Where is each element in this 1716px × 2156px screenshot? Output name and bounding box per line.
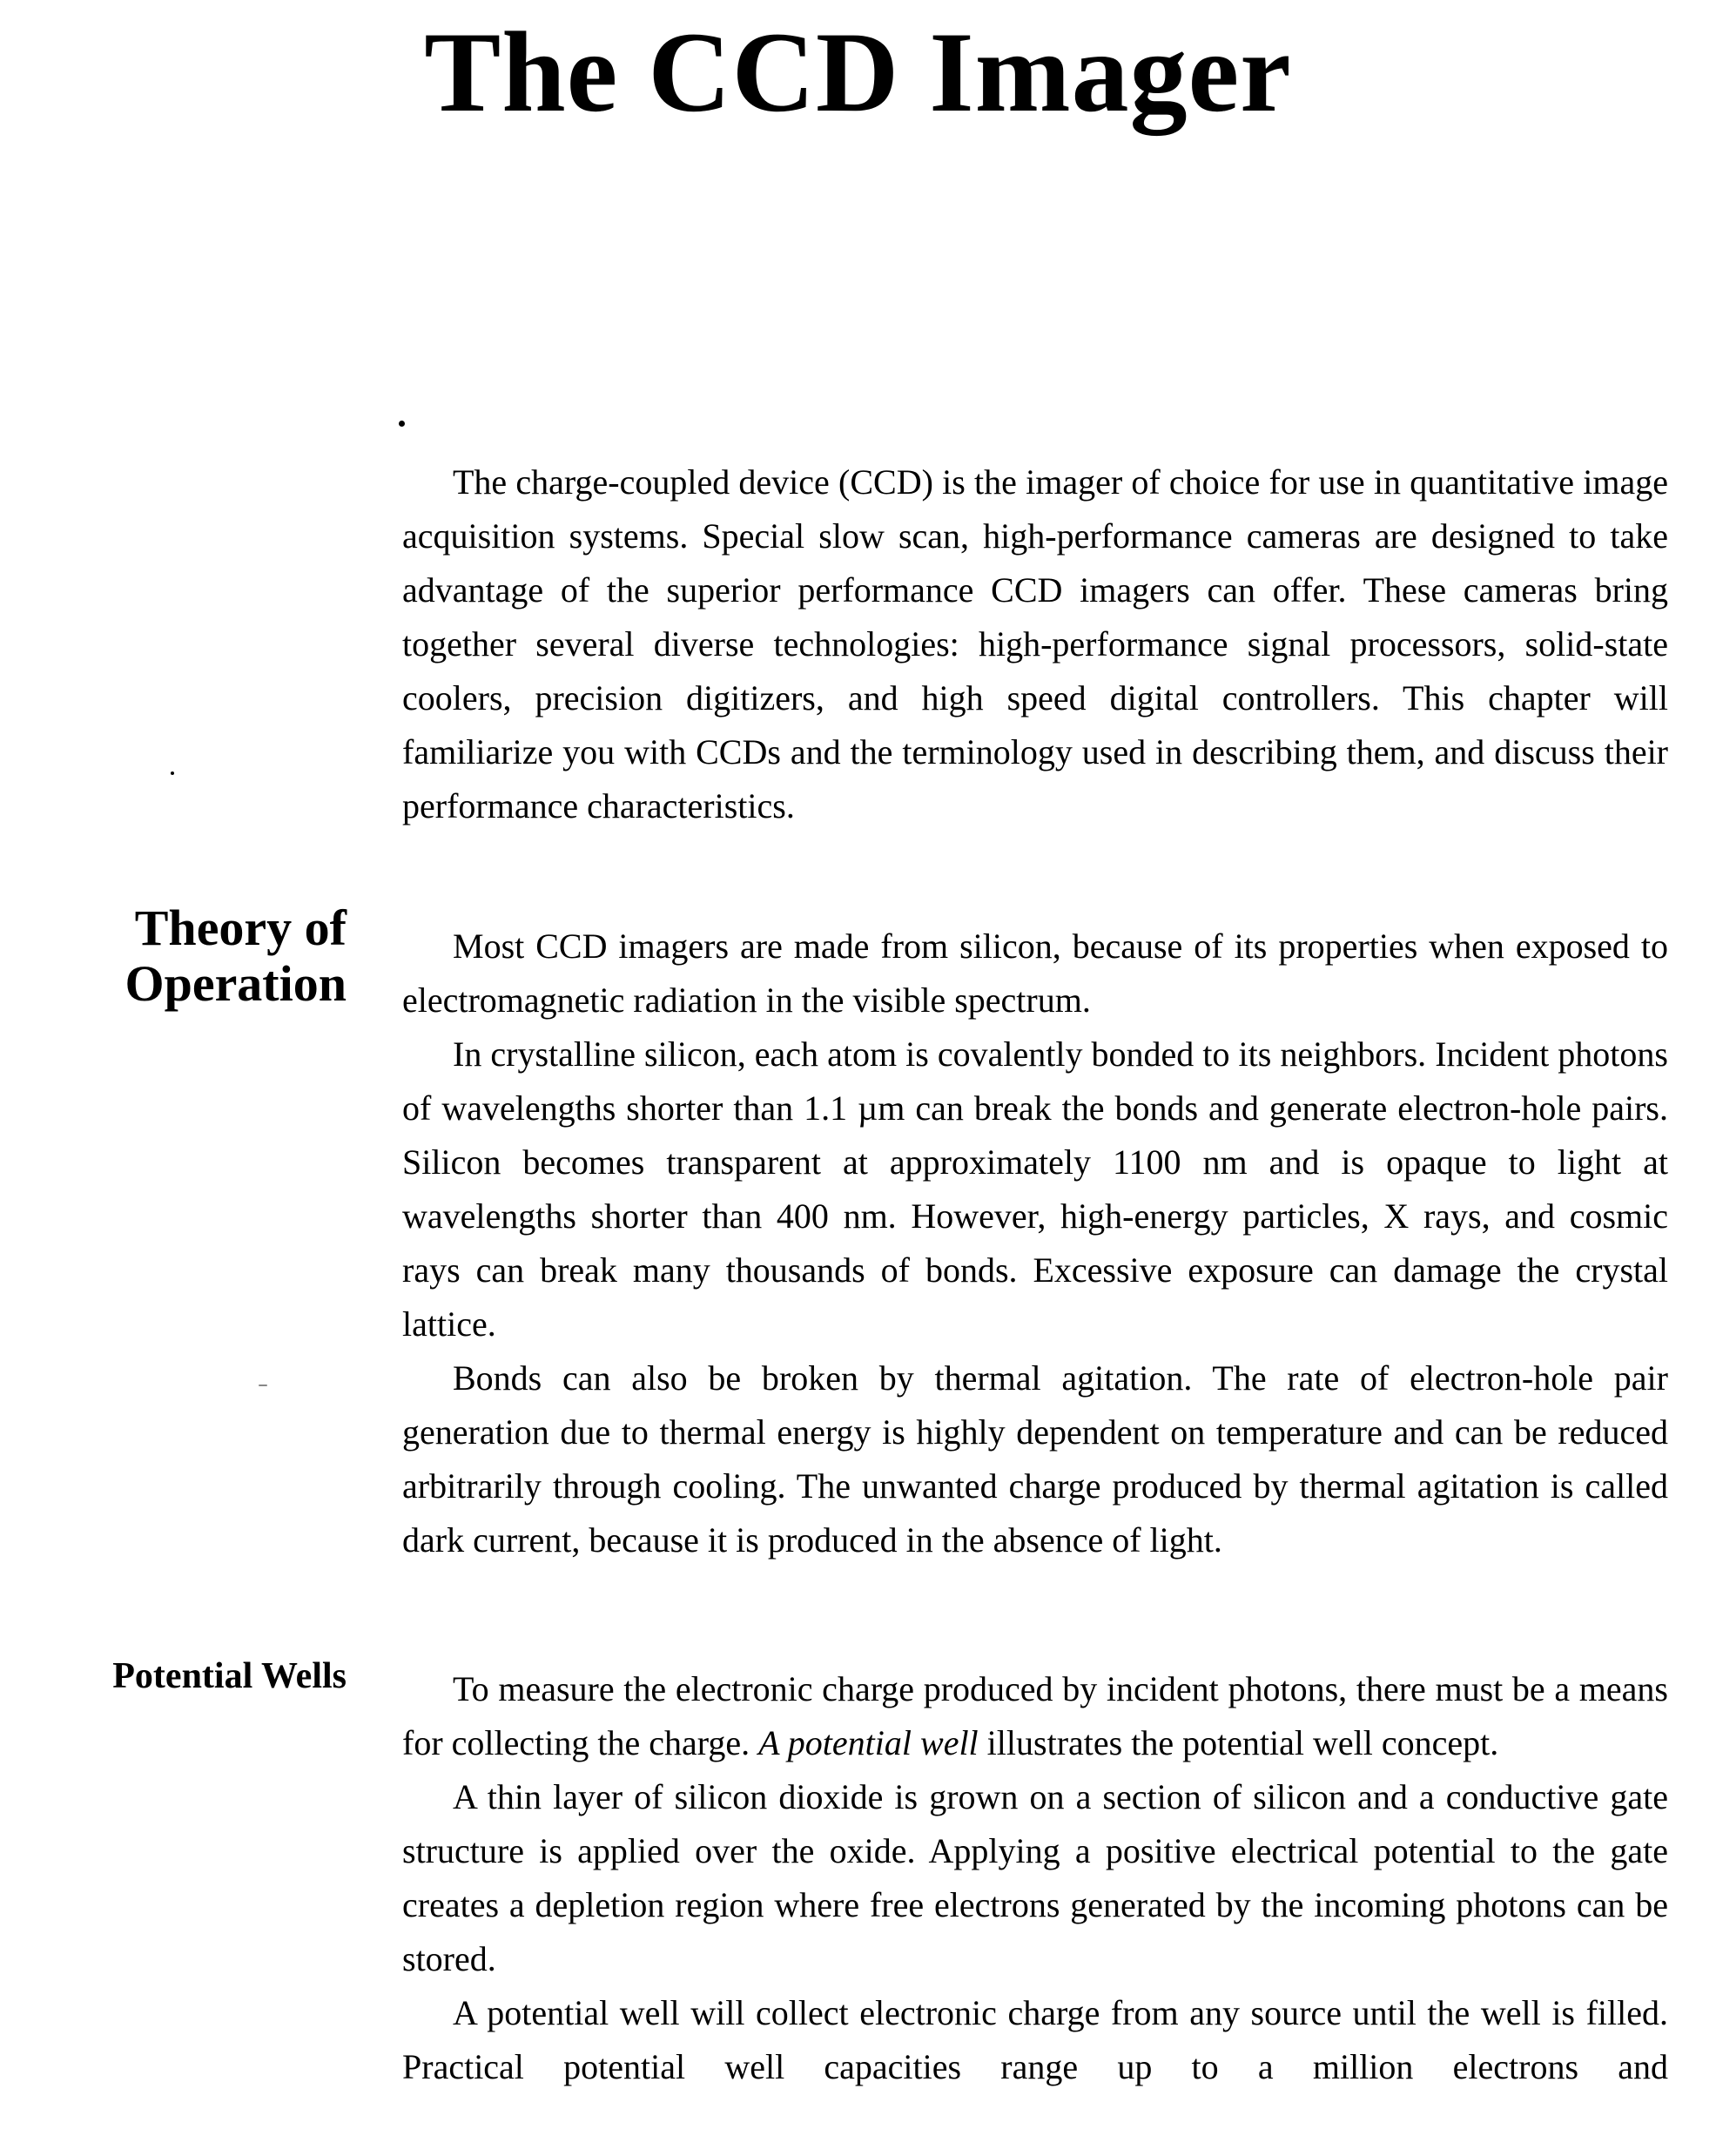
heading-line: Theory of [134, 899, 347, 956]
body-paragraph: In crystalline silicon, each atom is covalently bonded to its neighbors. Incident photons of wavelengths shorter than 1.1 µm can break the bonds and generate electron-hole pairs. Silicon becomes transparent at approximately 1100 nm and is opaque to light at wavelengths shorter than 400 nm. However, high-energy particles, X rays, and cosmic rays can break many thousands of bonds. Excessive exposure can damage the crystal lattice. [402, 1034, 1668, 1344]
theory-section [402, 920, 1668, 1567]
potential-wells-section [402, 1662, 1668, 2094]
body-paragraph: A thin layer of silicon dioxide is grown on a section of silicon and a conductive gate structure is applied over the oxide. Applying a positive electrical potential to the gate creates a depletion region where free electrons generated by the incoming photons can be stored. [402, 1777, 1668, 1978]
intro-section [402, 455, 1668, 833]
figure-reference: A potential well [758, 1723, 979, 1762]
body-paragraph: Most CCD imagers are made from silicon, because of its properties when exposed to electromagnetic radiation in the visible spectrum. [402, 926, 1668, 1020]
page-title: The CCD Imager [424, 8, 1292, 136]
scan-speck [171, 771, 174, 775]
body-paragraph: Bonds can also be broken by thermal agitation. The rate of electron-hole pair generation due to thermal energy is highly dependent on temperature and can be reduced arbitrarily through cooling. The unwanted charge produced by thermal agitation is called dark current, because it is produced in the absence of light. [402, 1358, 1668, 1560]
heading-line: Operation [124, 955, 347, 1012]
body-paragraph [402, 1662, 1668, 1770]
scan-speck [399, 421, 405, 427]
text-run: illustrates the potential well concept. [978, 1723, 1499, 1762]
text-run: To measure the electronic charge produced by incident photons, there must be a means for collecting the charge. [402, 1669, 1668, 1762]
section-heading-theory [124, 900, 347, 1012]
body-paragraph: A potential well will collect electronic charge from any source until the well is filled. Practical potential well capacities range up to a million electrons and [402, 1993, 1668, 2086]
section-heading-potential-wells: Potential Wells [112, 1656, 347, 1696]
intro-paragraph: The charge-coupled device (CCD) is the imager of choice for use in quantitative image acquisition systems. Special slow scan, high-performance cameras are designed to take advantage of the superior performance CCD imagers can offer. These cameras bring together several diverse technologies: high-performance signal processors, solid-state coolers, precision digitizers, and high speed digital controllers. This chapter will familiarize you with CCDs and the terminology used in describing them, and discuss their performance characteristics. [402, 462, 1668, 825]
scan-speck [259, 1385, 267, 1386]
